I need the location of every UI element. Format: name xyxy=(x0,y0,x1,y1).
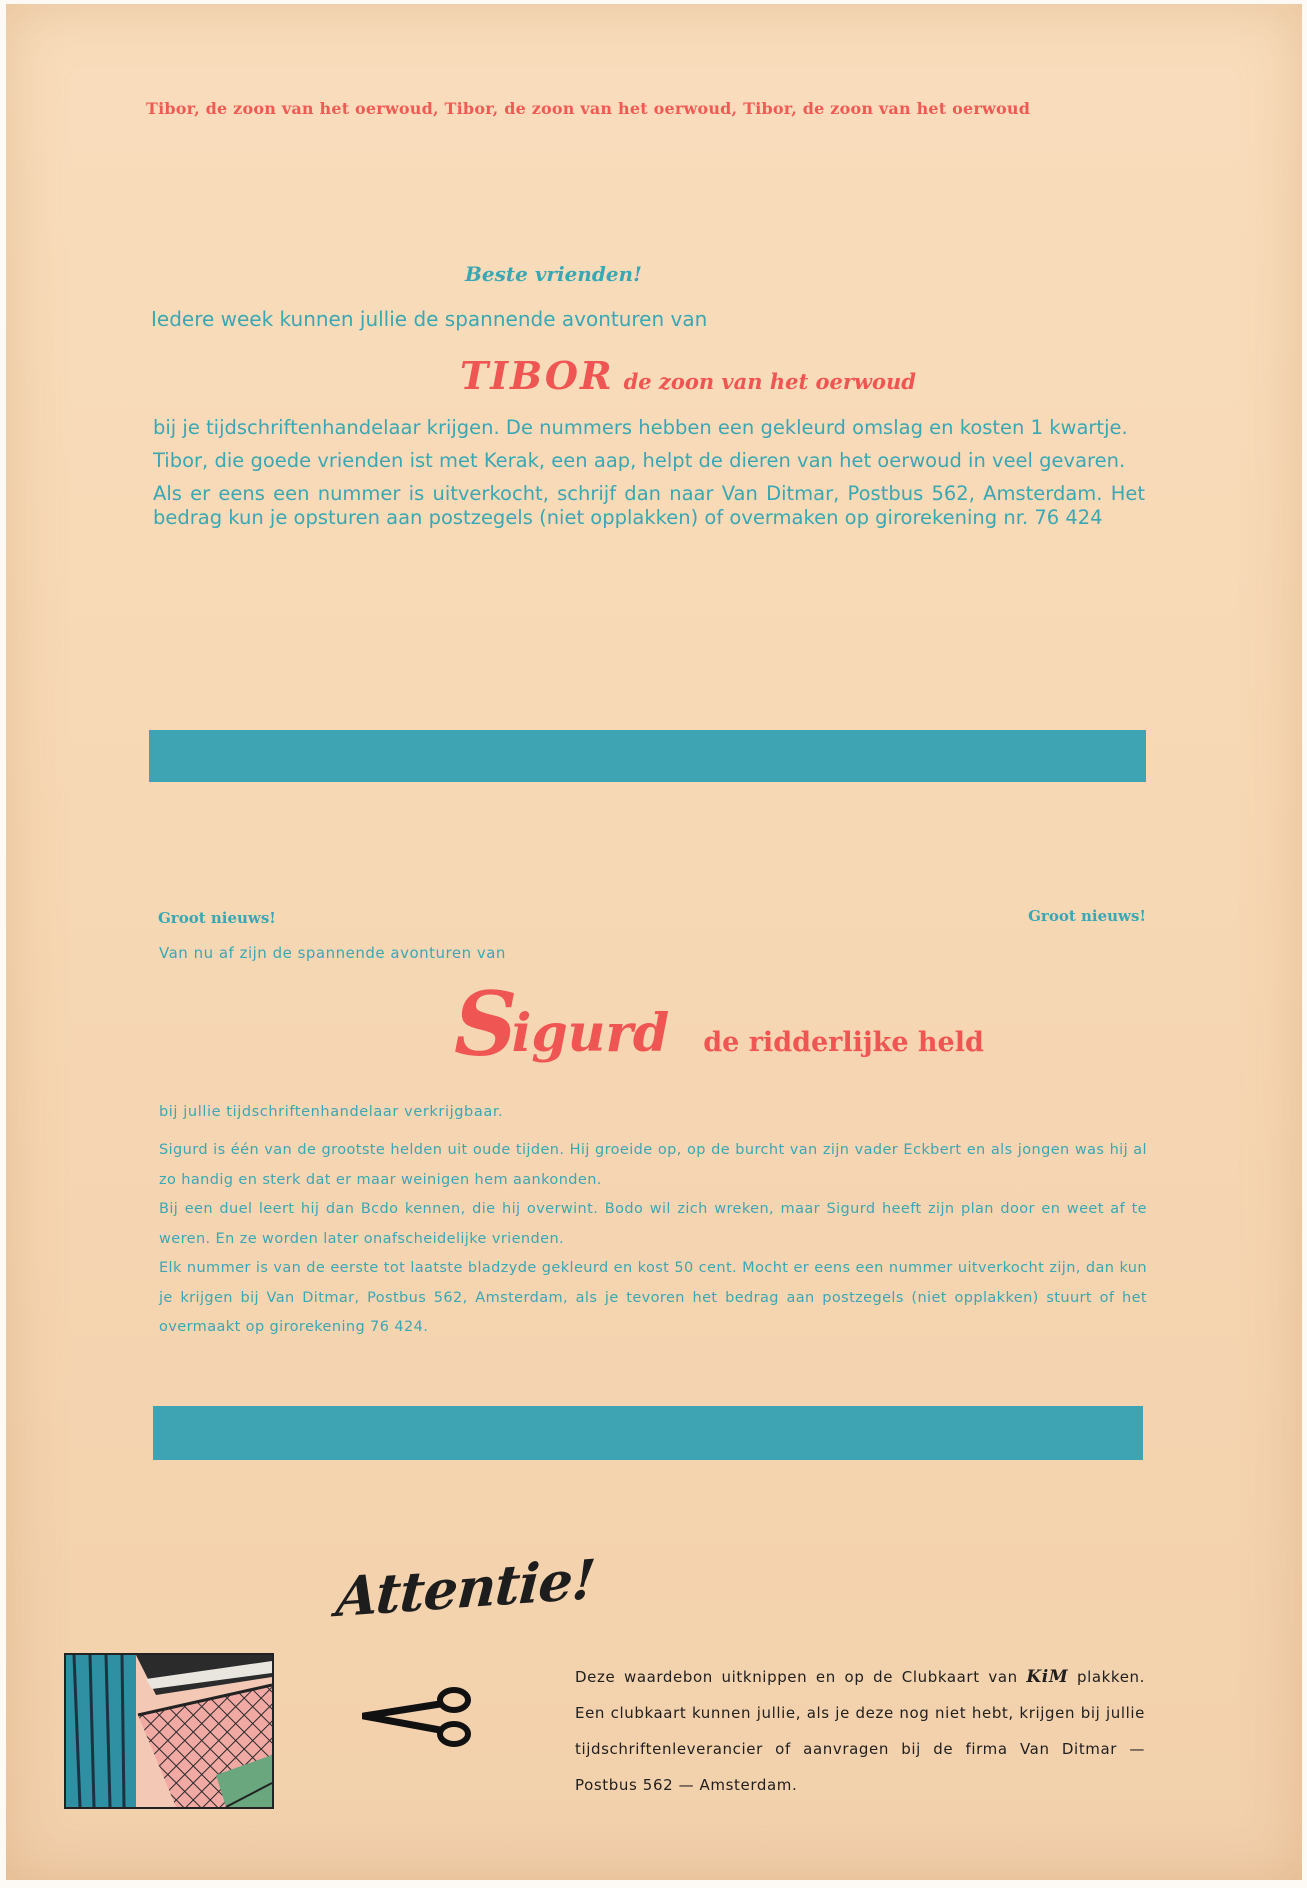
greeting: Beste vrienden! xyxy=(465,262,642,286)
sigurd-title-main: igurd xyxy=(511,1003,670,1064)
coupon-text-part2: plakken. Een clubkaart kunnen jullie, als je deze nog niet hebt, krijgen bij jullie tijdschriftenleverancier of aanvragen bij de firma Van Ditmar — Postbus 562 — Amsterdam. xyxy=(575,1668,1145,1794)
tibor-title-main: TIBOR xyxy=(460,353,614,398)
comic-illustration xyxy=(66,1655,272,1807)
sigurd-title xyxy=(454,972,984,1076)
scissors-icon xyxy=(362,1686,478,1750)
sigurd-intro: Van nu af zijn de spannende avonturen van xyxy=(159,944,506,962)
news-label-right: Groot nieuws! xyxy=(1028,907,1146,925)
comic-panel-fragment xyxy=(64,1653,274,1809)
coupon-text-part1: Deze waardebon uitknippen en op de Clubkaart van xyxy=(575,1668,1018,1686)
tibor-body xyxy=(153,416,1145,539)
tibor-paragraph: bij je tijdschriftenhandelaar krijgen. De nummers hebben een gekleurd omslag en kosten 1 kwartje. xyxy=(153,416,1128,439)
news-label-left: Groot nieuws! xyxy=(158,909,276,927)
sigurd-paragraph: Bij een duel leert hij dan Bcdo kennen, die hij overwint. Bodo wil zich wreken, maar Sigurd heeft zijn plan door en weet af te weren. En ze worden later onafscheidelijke vrienden. xyxy=(159,1201,1147,1247)
divider-bar-top xyxy=(149,730,1146,782)
sigurd-title-initial: S xyxy=(454,972,518,1076)
sigurd-paragraph: Elk nummer is van de eerste tot laatste bladzyde gekleurd en kost 50 cent. Mocht er eens een nummer uitverkocht zijn, dan kun je krijgen bij Van Ditmar, Postbus 562, Amsterdam, als je tevoren het bedrag aan postzegels (niet opplakken) stuurt of het overmaakt op girorekening 76 424. xyxy=(159,1260,1147,1335)
tibor-title-sub: de zoon van het oerwoud xyxy=(623,369,916,394)
divider-bar-bottom xyxy=(153,1406,1143,1460)
attentie-heading: Attentie! xyxy=(334,1546,597,1630)
tibor-title xyxy=(460,353,916,398)
sigurd-availability: bij jullie tijdschriftenhandelaar verkrijgbaar. xyxy=(159,1104,504,1120)
kim-logo: KiM xyxy=(1026,1667,1069,1687)
tibor-paragraph: Tibor, die goede vrienden ist met Kerak, een aap, helpt de dieren van het oerwoud in veel gevaren. xyxy=(153,449,1126,472)
tibor-paragraph: Als er eens een nummer is uitverkocht, schrijf dan naar Van Ditmar, Postbus 562, Amsterdam. Het bedrag kun je opsturen aan postzegels (niet opplakken) of overmaken op girorekening nr. 76 424 xyxy=(153,482,1145,529)
sigurd-body xyxy=(159,1136,1147,1343)
magazine-back-cover xyxy=(6,4,1302,1880)
sigurd-paragraph: Sigurd is één van de grootste helden uit oude tijden. Hij groeide op, op de burcht van zijn vader Eckbert en als jongen was hij al zo handig en sterk dat er maar weinigen hem aankonden. xyxy=(159,1142,1147,1188)
running-title: Tibor, de zoon van het oerwoud, Tibor, de zoon van het oerwoud, Tibor, de zoon van het oerwoud xyxy=(146,99,1031,118)
coupon-instructions xyxy=(575,1659,1145,1803)
sigurd-title-sub: de ridderlijke held xyxy=(703,1027,984,1058)
tibor-intro: Iedere week kunnen jullie de spannende avonturen van xyxy=(151,307,708,331)
